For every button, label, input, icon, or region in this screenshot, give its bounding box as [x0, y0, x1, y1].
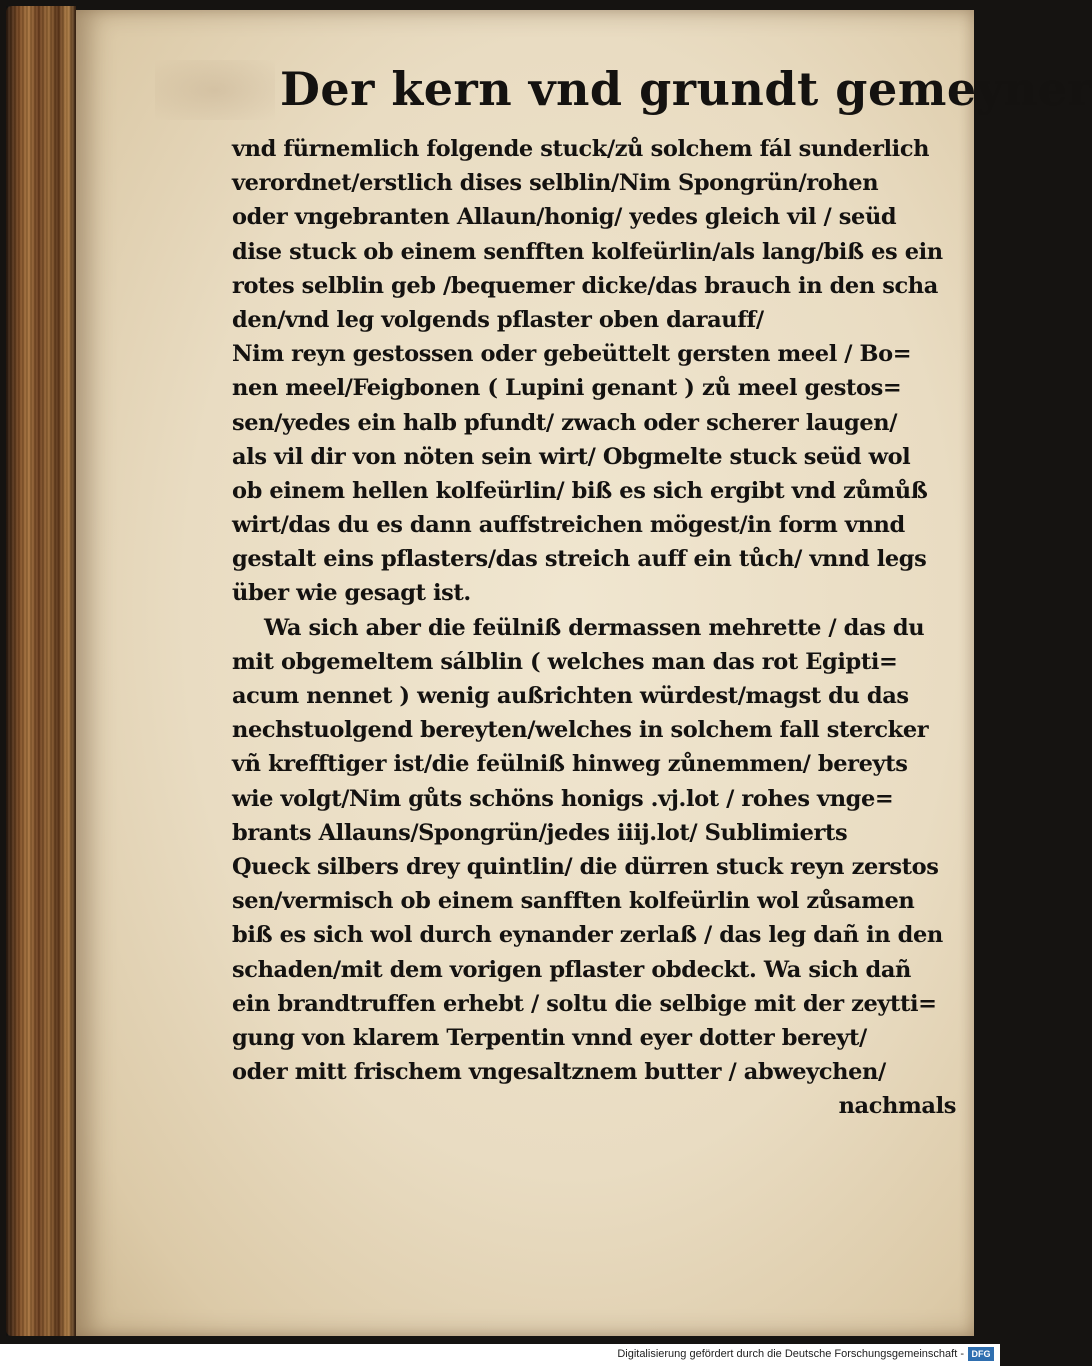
text-line: verordnet/erstlich dises selblin/Nim Spongrün/rohen [232, 170, 879, 197]
text-line: vnd fürnemlich folgende stuck/zů solchem fál sunderlich [232, 136, 930, 162]
text-line: biß es sich wol durch eynander zerlaß / das leg dañ in den [232, 922, 943, 949]
text-line: vñ krefftiger ist/die feülniß hinweg zůnemmen/ bereyts [232, 751, 908, 778]
text-line: gung von klarem Terpentin vnnd eyer dotter bereyt/ [232, 1024, 867, 1051]
text-line: schaden/mit dem vorigen pflaster obdeckt. Wa sich dañ [232, 956, 911, 983]
text-line: mit obgemeltem sálblin ( welches man das rot Egipti= [232, 648, 898, 675]
text-line: sen/yedes ein halb pfundt/ zwach oder scherer laugen/ [232, 409, 898, 436]
text-line: oder vngebranten Allaun/honig/ yedes gleich vil / seüd [232, 204, 897, 231]
catchword: nachmals [838, 1093, 956, 1120]
ink-bleed-through [155, 60, 275, 120]
text-line: brants Allauns/Spongrün/jedes iiij.lot/ Sublimierts [232, 819, 848, 846]
funding-notice: Digitalisierung gefördert durch die Deutsche Forschungsgemeinschaft - [617, 1348, 964, 1360]
body-text [232, 132, 962, 1123]
running-head: Der kern vnd grundt gemeyner [280, 62, 1092, 116]
text-line: Queck silbers drey quintlin/ die dürren stuck reyn zerstos [232, 853, 939, 880]
text-line: ein brandtruffen erhebt / soltu die selbige mit der zeytti= [232, 990, 937, 1017]
text-line: über wie gesagt ist. [232, 580, 471, 607]
text-line: gestalt eins pflasters/das streich auff ein tůch/ vnnd legs [232, 546, 927, 573]
text-line: rotes selblin geb /bequemer dicke/das brauch in den scha [232, 272, 938, 299]
text-line: dise stuck ob einem senfften kolfeürlin/als lang/biß es ein [232, 238, 943, 265]
text-line: als vil dir von nöten sein wirt/ Obgmelte stuck seüd wol [232, 443, 911, 470]
text-line: den/vnd leg volgends pflaster oben darauff/ [232, 306, 764, 333]
text-line: nen meel/Feigbonen ( Lupini genant ) zů meel gestos= [232, 375, 902, 402]
text-line: nechstuolgend bereyten/welches in solchem fall stercker [232, 717, 929, 744]
text-line: sen/vermisch ob einem sanfften kolfeürlin wol zůsamen [232, 888, 915, 915]
text-line: wirt/das du es dann auffstreichen mögest/in form vnnd [232, 512, 905, 539]
text-line: acum nennet ) wenig außrichten würdest/magst du das [232, 683, 909, 709]
text-line: wie volgt/Nim gůts schöns honigs .vj.lot / rohes vnge= [232, 785, 894, 812]
paragraph-start-line: Wa sich aber die feülniß dermassen mehrette / das du [264, 614, 925, 641]
book-page-edges [6, 6, 76, 1336]
text-line: Nim reyn gestossen oder gebeüttelt gersten meel / Bo= [232, 341, 912, 368]
dfg-logo: DFG [968, 1347, 994, 1361]
text-line: ob einem hellen kolfeürlin/ biß es sich ergibt vnd zůmůß [232, 477, 928, 504]
text-line: oder mitt frischem vngesaltznem butter / abweychen/ [232, 1059, 886, 1086]
